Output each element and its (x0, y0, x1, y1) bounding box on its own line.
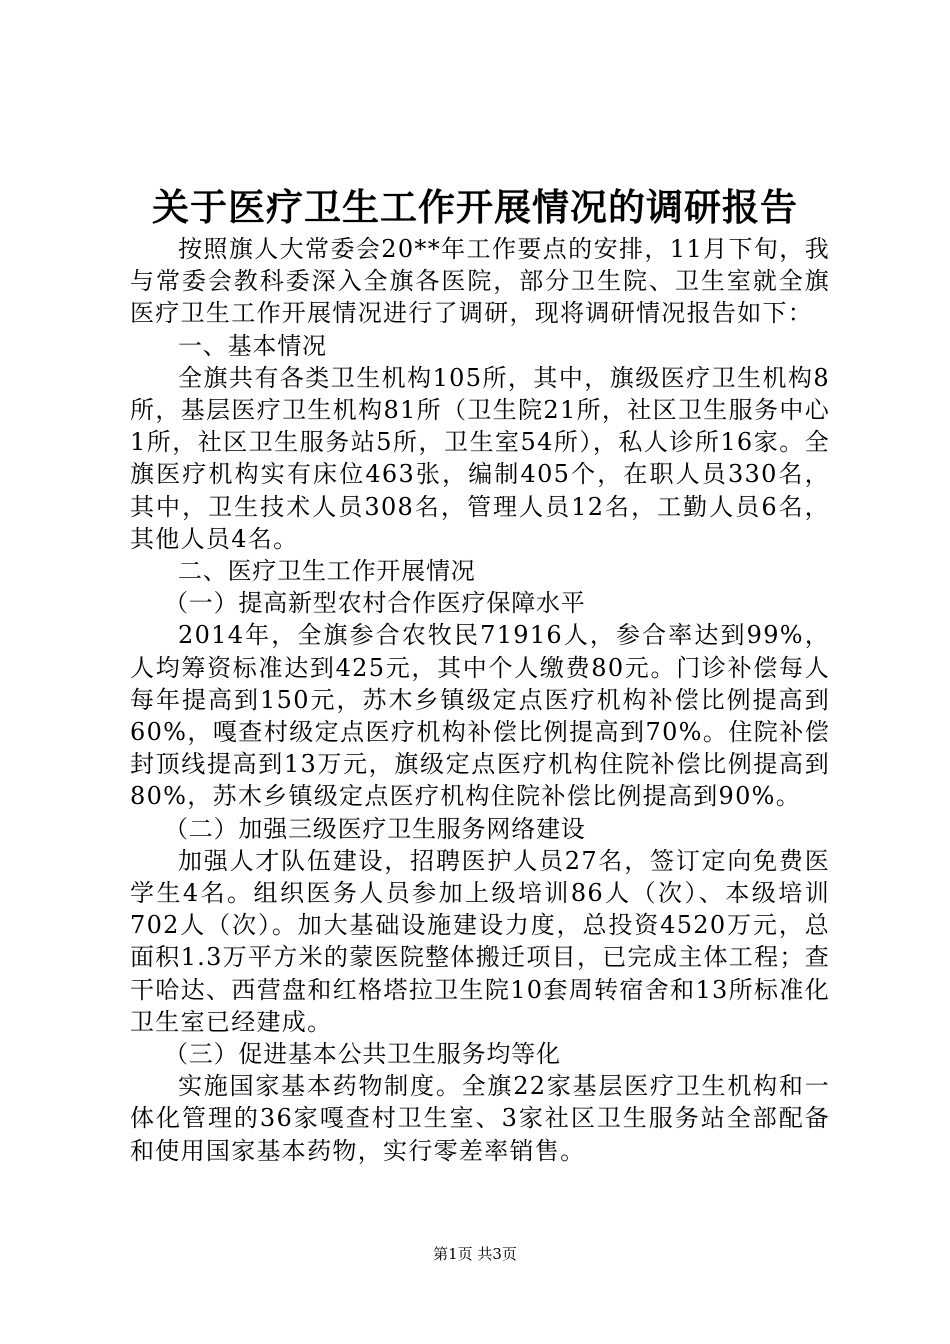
service-network-paragraph: 加强人才队伍建设，招聘医护人员27名，签订定向免费医学生4名。组织医务人员参加上级培训86人（次）、本级培训702人（次）。加大基础设施建设力度，总投资4520万元，总面积1.3万平方米的蒙医院整体搬迁项目，已完成主体工程；查干哈达、西营盘和红格塔拉卫生院10套周转宿舍和13所标准化卫生室已经建成。 (130, 846, 830, 1036)
basic-situation-paragraph: 全旗共有各类卫生机构105所，其中，旗级医疗卫生机构8所，基层医疗卫生机构81所（卫生院21所，社区卫生服务中心1所，社区卫生服务站5所，卫生室54所），私人诊所16家。全旗医疗机构实有床位463张，编制405个，在职人员330名，其中，卫生技术人员308名，管理人员12名，工勤人员6名，其他人员4名。 (130, 363, 830, 553)
intro-paragraph: 按照旗人大常委会20**年工作要点的安排，11月下旬，我与常委会教科委深入全旗各医院，部分卫生院、卫生室就全旗医疗卫生工作开展情况进行了调研，现将调研情况报告如下： (130, 235, 830, 328)
subheading-public-health: （三）促进基本公共卫生服务均等化 (164, 1040, 561, 1069)
page-footer: 第1页 共3页 (433, 1245, 517, 1263)
cooperative-medical-paragraph: 2014年，全旗参合农牧民71916人，参合率达到99%，人均筹资标准达到425元，其中个人缴费80元。门诊补偿每人每年提高到150元，苏木乡镇级定点医疗机构补偿比例提高到60%，嘎查村级定点医疗机构补偿比例提高到70%。住院补偿封顶线提高到13万元，旗级定点医疗机构住院补偿比例提高到80%，苏木乡镇级定点医疗机构住院补偿比例提高到90%。 (130, 621, 830, 811)
public-health-paragraph: 实施国家基本药物制度。全旗22家基层医疗卫生机构和一体化管理的36家嘎查村卫生室、3家社区卫生服务站全部配备和使用国家基本药物，实行零差率销售。 (130, 1072, 830, 1165)
subheading-cooperative-medical: （一）提高新型农村合作医疗保障水平 (164, 589, 586, 618)
document-body (130, 233, 830, 1167)
subheading-service-network: （二）加强三级医疗卫生服务网络建设 (164, 814, 586, 843)
section-heading-work-progress: 二、医疗卫生工作开展情况 (178, 557, 476, 586)
section-heading-basic-situation: 一、基本情况 (178, 331, 327, 360)
document-title: 关于医疗卫生工作开展情况的调研报告 (152, 186, 798, 229)
